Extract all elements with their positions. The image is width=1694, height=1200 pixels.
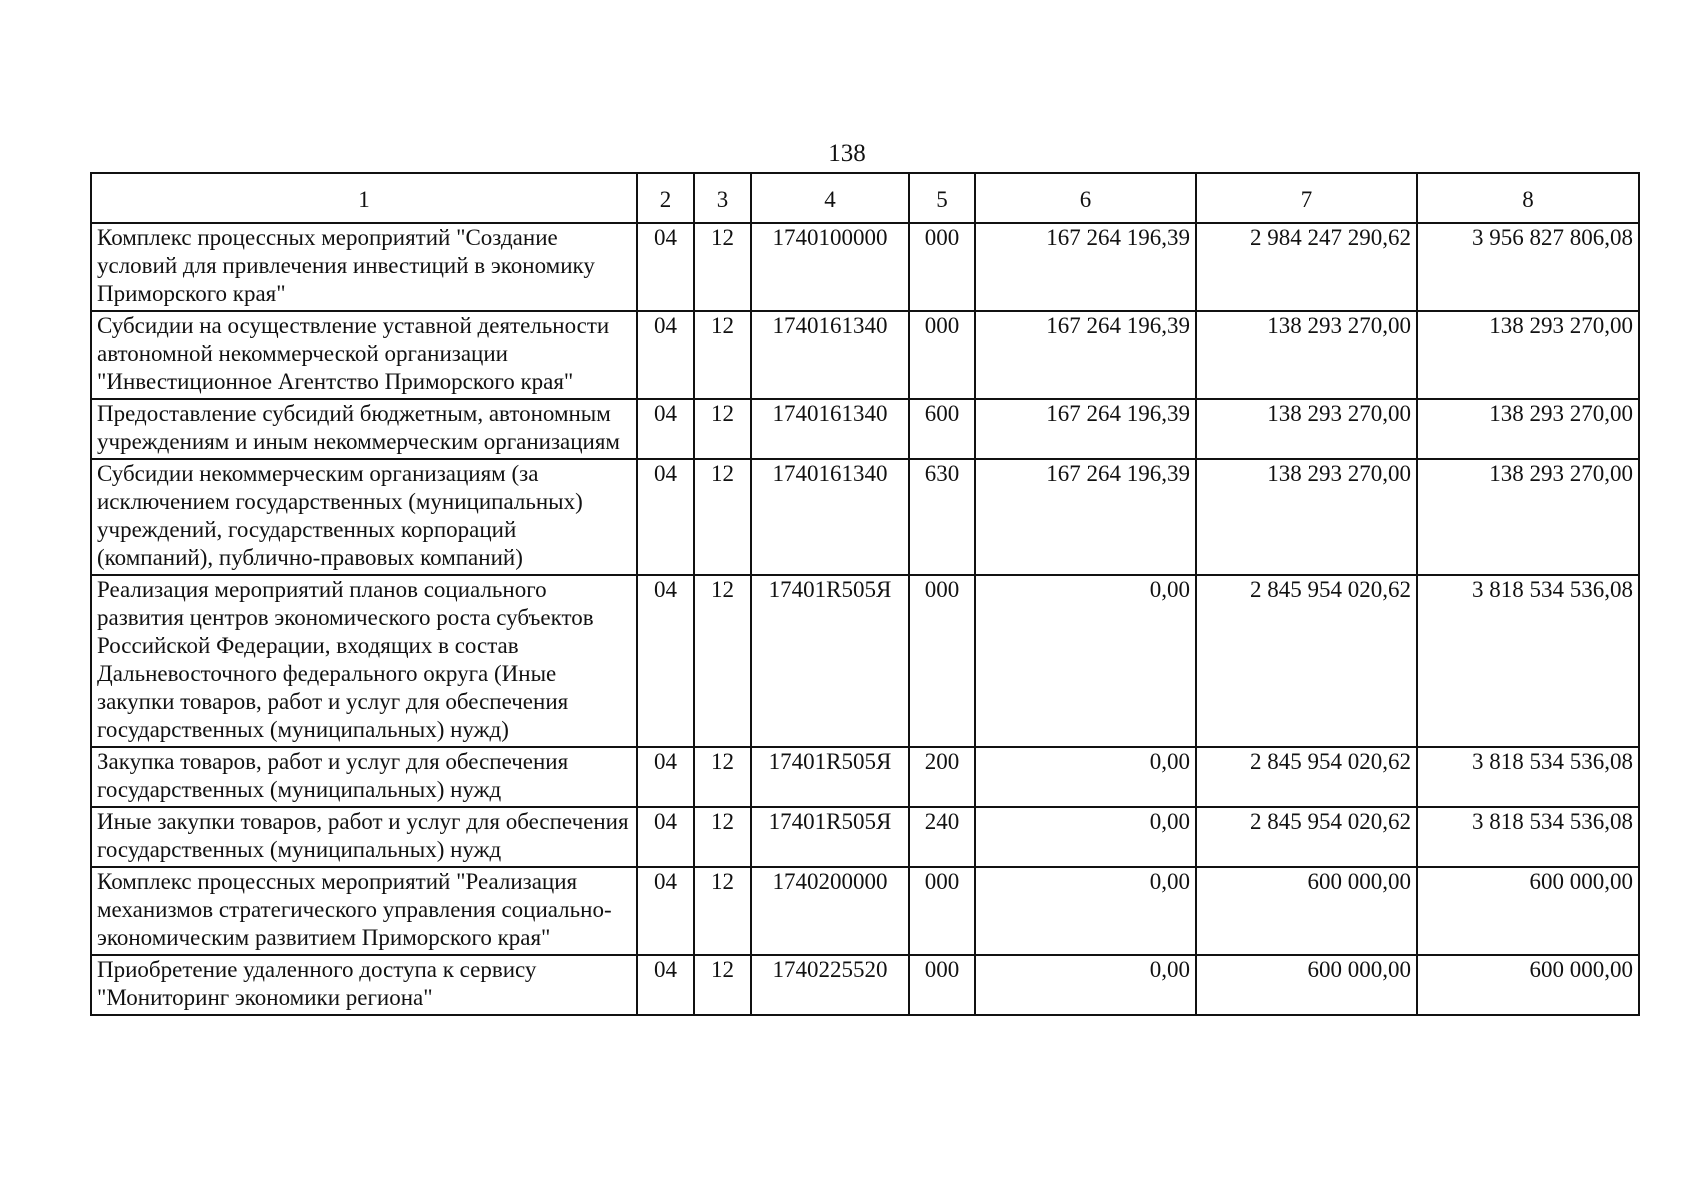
row-name: Предоставление субсидий бюджетным, автономным учреждениям и иным некоммерческим организациям — [91, 399, 637, 459]
row-subsection: 12 — [694, 807, 751, 867]
row-target-article: 1740161340 — [751, 399, 909, 459]
row-amount-col8: 600 000,00 — [1417, 867, 1639, 955]
column-header: 3 — [694, 173, 751, 223]
table-row — [91, 575, 1639, 747]
table-row — [91, 311, 1639, 399]
row-expense-type: 630 — [909, 459, 975, 575]
row-name: Комплекс процессных мероприятий "Создание условий для привлечения инвестиций в экономику Приморского края" — [91, 223, 637, 311]
row-section: 04 — [637, 807, 694, 867]
row-section: 04 — [637, 399, 694, 459]
row-amount-col8: 3 818 534 536,08 — [1417, 575, 1639, 747]
row-amount-col7: 138 293 270,00 — [1196, 399, 1417, 459]
row-amount-col8: 600 000,00 — [1417, 955, 1639, 1015]
row-amount-col8: 3 818 534 536,08 — [1417, 747, 1639, 807]
column-header: 1 — [91, 173, 637, 223]
table-row — [91, 459, 1639, 575]
row-expense-type: 600 — [909, 399, 975, 459]
column-header: 7 — [1196, 173, 1417, 223]
row-name: Реализация мероприятий планов социального развития центров экономического роста субъектов Российской Федерации, входящих в состав Дальневосточного федерального округа (Иные закупки товаров, работ и услуг для обеспечения государственных (муниципальных) нужд) — [91, 575, 637, 747]
row-section: 04 — [637, 459, 694, 575]
row-subsection: 12 — [694, 459, 751, 575]
row-expense-type: 000 — [909, 867, 975, 955]
row-amount-col8: 138 293 270,00 — [1417, 399, 1639, 459]
row-subsection: 12 — [694, 575, 751, 747]
row-target-article: 1740200000 — [751, 867, 909, 955]
row-amount-col7: 2 845 954 020,62 — [1196, 747, 1417, 807]
row-target-article: 1740161340 — [751, 311, 909, 399]
table-row — [91, 223, 1639, 311]
row-expense-type: 000 — [909, 575, 975, 747]
row-amount-col8: 138 293 270,00 — [1417, 311, 1639, 399]
row-amount-col6: 0,00 — [975, 955, 1196, 1015]
row-amount-col7: 2 845 954 020,62 — [1196, 575, 1417, 747]
row-name: Иные закупки товаров, работ и услуг для обеспечения государственных (муниципальных) нужд — [91, 807, 637, 867]
row-amount-col7: 2 845 954 020,62 — [1196, 807, 1417, 867]
row-amount-col7: 600 000,00 — [1196, 867, 1417, 955]
row-section: 04 — [637, 311, 694, 399]
table-row — [91, 807, 1639, 867]
table-row — [91, 955, 1639, 1015]
row-section: 04 — [637, 223, 694, 311]
row-amount-col7: 600 000,00 — [1196, 955, 1417, 1015]
row-section: 04 — [637, 955, 694, 1015]
column-header: 6 — [975, 173, 1196, 223]
row-amount-col6: 167 264 196,39 — [975, 459, 1196, 575]
row-amount-col6: 0,00 — [975, 807, 1196, 867]
row-target-article: 1740100000 — [751, 223, 909, 311]
row-target-article: 17401R505Я — [751, 747, 909, 807]
row-name: Закупка товаров, работ и услуг для обеспечения государственных (муниципальных) нужд — [91, 747, 637, 807]
column-header: 2 — [637, 173, 694, 223]
table-row — [91, 867, 1639, 955]
row-amount-col6: 0,00 — [975, 575, 1196, 747]
column-header: 8 — [1417, 173, 1639, 223]
row-subsection: 12 — [694, 867, 751, 955]
row-amount-col7: 2 984 247 290,62 — [1196, 223, 1417, 311]
row-amount-col6: 167 264 196,39 — [975, 311, 1196, 399]
row-amount-col8: 3 956 827 806,08 — [1417, 223, 1639, 311]
column-header: 4 — [751, 173, 909, 223]
row-amount-col6: 167 264 196,39 — [975, 399, 1196, 459]
row-expense-type: 240 — [909, 807, 975, 867]
row-amount-col6: 0,00 — [975, 867, 1196, 955]
row-subsection: 12 — [694, 955, 751, 1015]
row-amount-col7: 138 293 270,00 — [1196, 311, 1417, 399]
row-amount-col6: 167 264 196,39 — [975, 223, 1196, 311]
row-subsection: 12 — [694, 399, 751, 459]
row-amount-col6: 0,00 — [975, 747, 1196, 807]
row-expense-type: 000 — [909, 955, 975, 1015]
row-name: Комплекс процессных мероприятий "Реализация механизмов стратегического управления социально-экономическим развитием Приморского края" — [91, 867, 637, 955]
row-name: Субсидии на осуществление уставной деятельности автономной некоммерческой организации "Инвестиционное Агентство Приморского края" — [91, 311, 637, 399]
row-target-article: 17401R505Я — [751, 807, 909, 867]
row-section: 04 — [637, 575, 694, 747]
header-row — [91, 173, 1639, 223]
table-row — [91, 747, 1639, 807]
row-amount-col8: 3 818 534 536,08 — [1417, 807, 1639, 867]
row-amount-col8: 138 293 270,00 — [1417, 459, 1639, 575]
row-name: Субсидии некоммерческим организациям (за исключением государственных (муниципальных) учреждений, государственных корпораций (компаний), публично-правовых компаний) — [91, 459, 637, 575]
row-section: 04 — [637, 747, 694, 807]
row-subsection: 12 — [694, 311, 751, 399]
row-amount-col7: 138 293 270,00 — [1196, 459, 1417, 575]
row-expense-type: 000 — [909, 223, 975, 311]
row-subsection: 12 — [694, 747, 751, 807]
row-subsection: 12 — [694, 223, 751, 311]
row-expense-type: 200 — [909, 747, 975, 807]
column-header: 5 — [909, 173, 975, 223]
budget-table — [90, 172, 1640, 1016]
row-name: Приобретение удаленного доступа к сервису "Мониторинг экономики региона" — [91, 955, 637, 1015]
row-section: 04 — [637, 867, 694, 955]
row-target-article: 1740161340 — [751, 459, 909, 575]
table-row — [91, 399, 1639, 459]
page-number: 138 — [828, 140, 866, 167]
row-target-article: 1740225520 — [751, 955, 909, 1015]
row-expense-type: 000 — [909, 311, 975, 399]
row-target-article: 17401R505Я — [751, 575, 909, 747]
